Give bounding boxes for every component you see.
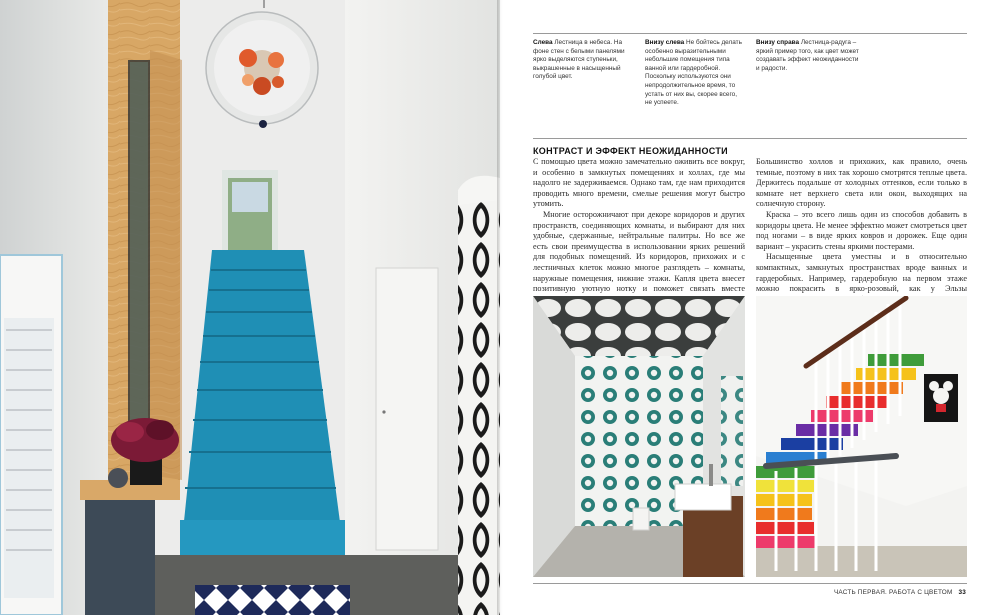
bathroom-illustration: [533, 296, 745, 577]
section-title: ЧАСТЬ ПЕРВАЯ. РАБОТА С ЦВЕТОМ: [833, 589, 953, 596]
caption-left-text: Лестница в небеса. На фоне стен с белыми панелями ярко выделяются ступеньки, выкрашенные в насыщенный голубой цвет.: [533, 39, 625, 81]
white-door: [376, 268, 438, 550]
rainbow-stairs-photo: [756, 296, 967, 577]
article-column-1: [533, 157, 745, 305]
patterned-rug: [195, 585, 350, 615]
sink: [675, 484, 731, 510]
paragraph: С помощью цвета можно замечательно оживить все вокруг, и особенно в замкнутых помещениях и холлах, где мы надолго не задерживаемся. Однако там, где нам приходится проводить много времени, смелые решения могут быстро утомить.: [533, 157, 745, 209]
bottom-rule: [533, 583, 967, 584]
section-rule: [533, 138, 967, 139]
patterned-curtain: [458, 190, 500, 615]
page-footer: [834, 589, 966, 596]
page-number: 33: [958, 589, 966, 596]
paragraph: Краска – это всего лишь один из способов добавить в коридоры цвета. Не менее эффектно может смотреться цвет под ногами – в виде ярких ковров и дорожек. Еще один вариант – украсить стены яркими постерами.: [756, 209, 967, 251]
paragraph: Насыщенные цвета уместны и в относительно компактных, замкнутых пространствах вроде ванных и гардеробных. Например, гардеробную на первом этаже можно покрасить в ярко-розовый, как у Эльзы: [756, 252, 967, 294]
paragraph: Многие осторожничают при декоре коридоров и других пространств, соединяющих комнаты, и выбирают для них удобные, сдержанные, нейтральные палитры. Но все же есть свои преимущества в использовании ярких решений для подобных помещений. Из коридоров, прихожих и с лестничных клеток можно многое разглядеть – комнаты, наружные помещения, нижние этажи. Капля цвета внесет позитивную уютную нотку и поможет связать вместе: [533, 209, 745, 294]
rainbow-stairs-illustration: [756, 296, 967, 577]
caption-bottom-left-text: Не бойтесь делать особенно выразительными небольшие помещения типа ванной или гардеробной. Поскольку используются они непродолжительное время, то устать от них вы, скорее всего, не успеете.: [645, 39, 742, 107]
caption-bottom-left: [645, 39, 743, 108]
top-rule: [533, 33, 967, 34]
caption-bottom-left-label: Внизу слева: [645, 39, 685, 46]
paragraph: Большинство холлов и прихожих, как правило, очень темные, поэтому в них так хорошо смотрятся теплые цвета. Держитесь подальше от холодных оттенков, если только в комнате нет верхнего света или окон, выходящих на солнечную сторону.: [756, 157, 967, 209]
caption-left-label: Слева: [533, 39, 553, 46]
article-column-2: [756, 157, 967, 305]
caption-left: [533, 39, 633, 82]
article-heading: КОНТРАСТ И ЭФФЕКТ НЕОЖИДАННОСТИ: [533, 146, 728, 156]
caption-bottom-right: [756, 39, 860, 73]
caption-bottom-right-label: Внизу справа: [756, 39, 800, 46]
caption-bottom-right-text: Лестница-радуга – яркий пример того, как цвет может создавать эффект неожиданности и радости.: [756, 39, 859, 72]
bathroom-photo: [533, 296, 745, 577]
page-gutter: [497, 0, 503, 615]
